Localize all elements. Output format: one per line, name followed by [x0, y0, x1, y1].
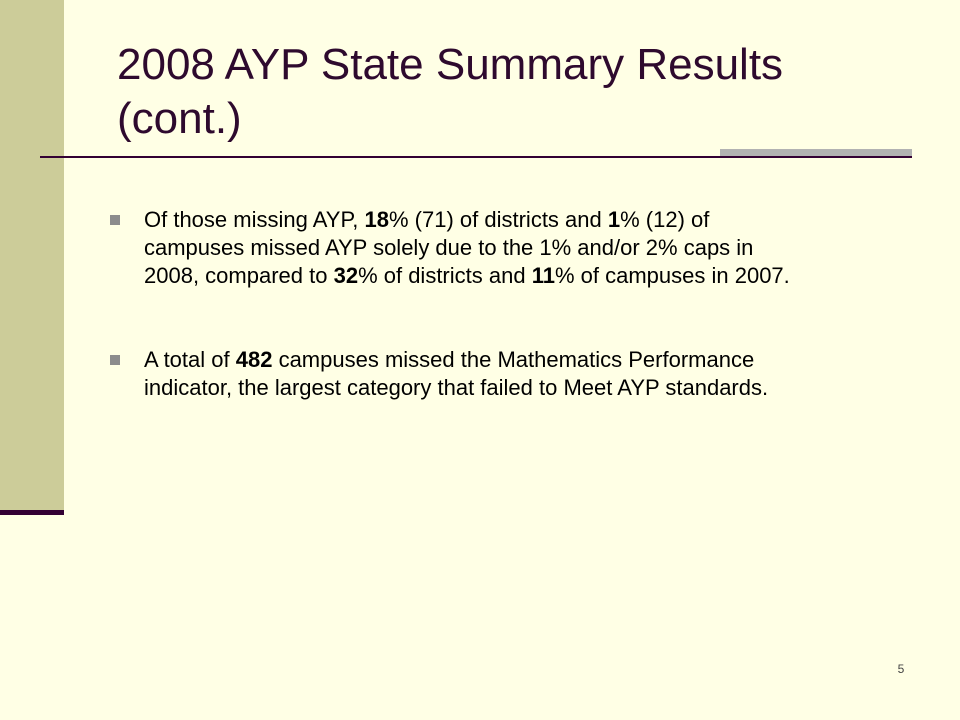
- left-decorative-bar: [0, 0, 64, 512]
- title-line-1: 2008 AYP State Summary Results: [117, 40, 784, 89]
- bullet-item: [110, 346, 800, 402]
- bullet-segment: A total of: [144, 347, 236, 372]
- bullet-segment: campuses missed the Mathematics Performance indicator, the largest category that failed to Meet AYP standards.: [144, 347, 769, 400]
- square-bullet-icon: [110, 355, 120, 365]
- bullet-segment: Of those missing AYP,: [144, 207, 365, 232]
- title-divider-accent: [720, 149, 912, 156]
- bullet-item: [110, 206, 800, 290]
- bullet-segment-bold: 482: [235, 347, 273, 372]
- bullet-segment: % of districts and: [358, 263, 532, 288]
- left-bar-underline: [0, 510, 64, 515]
- bullet-text: [144, 207, 790, 288]
- square-bullet-icon: [110, 215, 120, 225]
- title-line-2: (cont.): [117, 94, 242, 143]
- bullet-segment-bold: 32: [333, 263, 359, 288]
- bullet-segment: % of campuses in 2007.: [554, 263, 790, 288]
- bullet-segment-bold: 18: [364, 207, 389, 232]
- bullet-text: [144, 347, 768, 400]
- slide-title: [117, 38, 917, 146]
- bullet-list: [110, 206, 800, 458]
- bullet-segment-bold: 11: [531, 263, 555, 288]
- bullet-segment: % (12) of campuses missed AYP solely due to the 1% and/or 2% caps in 2008, compared to: [144, 207, 754, 288]
- bullet-segment: % (71) of districts and: [389, 207, 608, 232]
- page-number: 5: [897, 662, 905, 676]
- bullet-segment-bold: 1: [607, 207, 621, 232]
- title-divider: [40, 156, 912, 158]
